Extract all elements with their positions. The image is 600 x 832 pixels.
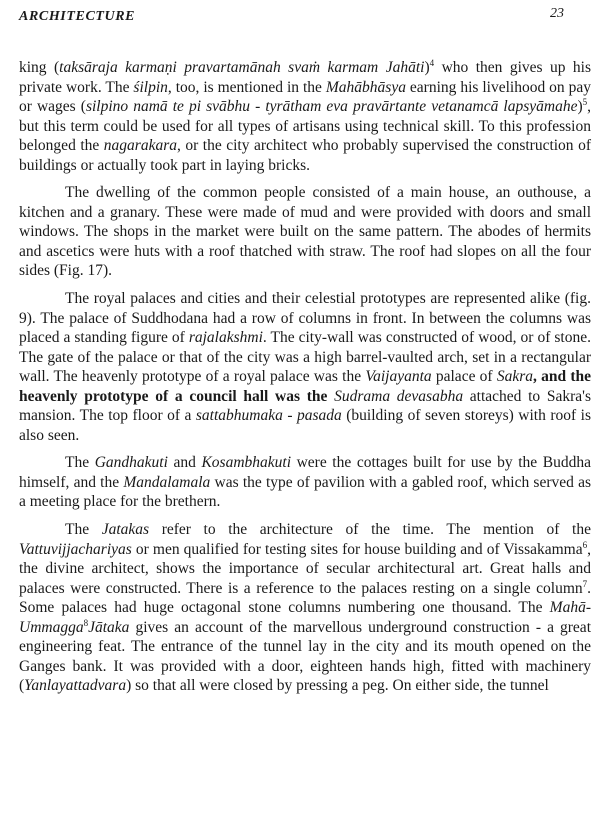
page-number: 23: [550, 6, 564, 21]
text-run: ): [424, 59, 430, 76]
italic-term: silpino namā te pi svābhu - tyrātham eva pravārtante vetanamcā lapsyāmahe: [85, 98, 578, 116]
text-run: ): [577, 98, 583, 116]
text-run: The: [65, 454, 95, 472]
footnote-ref: 6: [582, 539, 588, 550]
text-run: , and the heavenly prototype of a council hall was the: [19, 368, 591, 405]
running-head: [19, 6, 584, 28]
italic-term: Sakra: [496, 368, 533, 386]
italic-term: Mandalamala: [123, 473, 211, 491]
text-run: were the cottages built for use by the Buddha himself, and the: [19, 454, 591, 491]
italic-term: Kosambhakuti: [201, 454, 292, 472]
text-run: The royal palaces and cities and their celestial prototypes are represented alike (fig. 9). The palace of Suddhodana had a row of columns in front. In between the columns was placed a standing figure of: [19, 290, 591, 347]
italic-term: Gandhakuti: [94, 454, 168, 472]
text-run: attached to Sakra's mansion. The top floor of a: [19, 387, 591, 425]
italic-term: sattabhumaka - pasada: [195, 407, 342, 425]
text-run: palace of: [431, 368, 497, 386]
text-run: who then gives up his private work. The: [19, 59, 592, 96]
text-run: earning his livelihood on pay or wages (: [19, 78, 591, 116]
italic-term: nagarakara: [103, 137, 177, 155]
paragraph: [19, 453, 591, 512]
paragraph: [19, 58, 591, 175]
text-run: . The city-wall was constructed of wood, or of stone. The gate of the palace or that of the city was a high barrel-vaulted arch, set in a rectangular wall. The heavenly prototype of a royal palace was the: [19, 329, 591, 386]
paragraph: [19, 289, 591, 445]
text-run: ) so that all were closed by pressing a peg. On either side, the tunnel: [126, 677, 549, 695]
italic-term: Jātaka: [88, 618, 130, 636]
footnote-ref: 4: [429, 58, 435, 68]
text-run: (building of seven storeys) with roof is also seen.: [19, 407, 591, 444]
footnote-ref: 5: [582, 97, 588, 108]
italic-term: Yanlayattadvara: [24, 677, 127, 695]
italic-term: rajalakshmi: [188, 329, 263, 347]
footnote-ref: 8: [83, 617, 89, 628]
text-run: and: [167, 454, 202, 472]
text-run: or men qualified for testing sites for house building and of Vissakamma: [131, 540, 583, 558]
italic-term: Vattuvijjachariyas: [19, 540, 132, 558]
text-run: , too, is mentioned in the: [167, 78, 326, 96]
body-text: [19, 58, 591, 696]
footnote-ref: 7: [582, 578, 588, 589]
text-run: The: [65, 521, 102, 539]
text-run: refer to the architecture of the time. The mention of the: [149, 521, 591, 539]
text-run: king (: [19, 59, 60, 76]
italic-term: Sudrama devasabha: [334, 387, 464, 405]
italic-term: Vaijayanta: [365, 368, 432, 386]
paragraph: [19, 183, 591, 281]
italic-term: Mahābhāsya: [325, 78, 406, 96]
text-run: , but this term could be used for all types of artisans using technical skill. To this profession belonged the: [19, 98, 591, 155]
text-run: , or the city architect who probably supervised the construction of buildings or actually took part in laying bricks.: [19, 137, 591, 174]
italic-term: Jatakas: [101, 521, 150, 539]
text-run: . Some palaces had huge octagonal stone columns numbering one thousand. The: [19, 579, 591, 617]
text-run: gives an account of the marvellous underground construction - a great engineering feat. The entrance of the tunnel lay in the city and its mouth opened on the Ganges bank. It was provided with a door, eighteen hands high, fitted with machinery (: [19, 618, 591, 695]
italic-term: Mahā-Ummagga: [19, 599, 591, 636]
text-run: The dwelling of the common people consisted of a main house, an outhouse, a kitchen and a granary. These were made of mud and were provided with doors and small windows. The shops in the market were built on the same pattern. The abodes of hermits and ascetics were huts with a roof thatched with straw. The roof had slopes on all the four sides (Fig. 17).: [19, 184, 591, 280]
paragraph: [19, 520, 591, 696]
text-run: was the type of pavilion with a gabled roof, which served as a meeting place for the brethern.: [19, 473, 591, 511]
running-title: ARCHITECTURE: [19, 9, 136, 24]
italic-term: taksāraja karmaṇi pravartamānah svaṁ karmam Jahāti: [59, 59, 425, 76]
italic-term: śilpin: [133, 78, 168, 96]
text-run: , the divine architect, shows the importance of secular architectural art. Great halls and palaces were constructed. There is a reference to the palaces resting on a single column: [19, 540, 591, 597]
